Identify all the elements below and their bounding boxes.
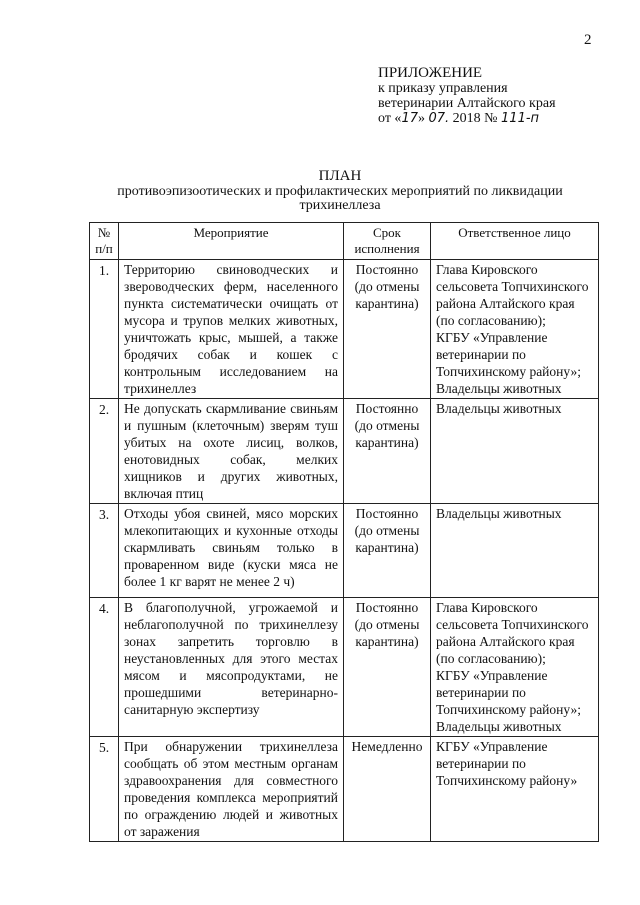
row-term: Постоянно (до отмены карантина) bbox=[344, 504, 431, 598]
row-responsible bbox=[431, 399, 599, 504]
row-term: Постоянно (до отмены карантина) bbox=[344, 598, 431, 737]
row-number: 1. bbox=[90, 260, 119, 399]
row-action: Отходы убоя свиней, мясо морских млекопитающих и кухонные отходы скармливать свиньям только в проваренном виде (куски мяса не более 1 кг варят не менее 2 ч) bbox=[119, 504, 344, 598]
responsible-line: КГБУ «Управление ветеринарии по Топчихинскому району»; bbox=[436, 668, 581, 717]
date-year: 2018 № bbox=[452, 111, 498, 126]
date-month: 07. bbox=[428, 111, 450, 126]
date-mid: » bbox=[417, 111, 425, 126]
plan-heading bbox=[100, 168, 580, 213]
order-number: 111-п bbox=[501, 111, 540, 126]
row-term: Постоянно (до отмены карантина) bbox=[344, 260, 431, 399]
measures-table bbox=[89, 222, 599, 842]
row-responsible bbox=[431, 598, 599, 737]
appendix-block bbox=[378, 66, 556, 126]
row-responsible bbox=[431, 260, 599, 399]
row-term: Немедленно bbox=[344, 737, 431, 842]
responsible-line: Владельцы животных bbox=[436, 506, 562, 521]
appendix-title: ПРИЛОЖЕНИЕ bbox=[378, 65, 483, 81]
header-responsible: Ответственное лицо bbox=[431, 223, 599, 260]
table-row bbox=[90, 504, 599, 598]
responsible-line: КГБУ «Управление ветеринарии по Топчихинскому району»; bbox=[436, 330, 581, 379]
responsible-line: Владельцы животных bbox=[436, 381, 562, 396]
header-term: Срок исполнения bbox=[344, 223, 431, 260]
appendix-line-1: к приказу управления bbox=[378, 81, 508, 96]
table-row bbox=[90, 737, 599, 842]
row-responsible bbox=[431, 737, 599, 842]
row-term: Постоянно (до отмены карантина) bbox=[344, 399, 431, 504]
responsible-line: КГБУ «Управление ветеринарии по Топчихинскому району» bbox=[436, 739, 578, 788]
row-number: 3. bbox=[90, 504, 119, 598]
row-action: В благополучной, угрожаемой и неблагополучной по трихинеллезу зонах запретить торговлю в неустановленных для этого местах мясом и мясопродуктами, не прошедшими ветеринарно-санитарную экспертизу bbox=[119, 598, 344, 737]
row-responsible bbox=[431, 504, 599, 598]
row-action: При обнаружении трихинеллеза сообщать об этом местным органам здравоохранения для совместного проведения комплекса мероприятий по ограждению людей и животных от заражения bbox=[119, 737, 344, 842]
plan-subtitle-line-1: противоэпизоотических и профилактических мероприятий по ликвидации bbox=[117, 184, 563, 199]
row-action: Территорию свиноводческих и звероводческих ферм, населенного пункта систематически очищать от мусора и трупов мелких животных, уничтожать крыс, мышей, а также бродячих собак и кошек с контрольным исследованием на трихинеллез bbox=[119, 260, 344, 399]
row-action: Не допускать скармливание свиньям и пушным (клеточным) зверям туш убитых на охоте лисиц, волков, енотовидных собак, мелких хищников и других животных, включая птиц bbox=[119, 399, 344, 504]
table-row bbox=[90, 598, 599, 737]
date-prefix: от « bbox=[378, 111, 402, 126]
responsible-line: Владельцы животных bbox=[436, 719, 562, 734]
page-number: 2 bbox=[584, 32, 592, 48]
appendix-date-line bbox=[378, 111, 556, 126]
responsible-line: Владельцы животных bbox=[436, 401, 562, 416]
plan-subtitle-line-2: трихинеллеза bbox=[299, 198, 381, 213]
responsible-line: Глава Кировского сельсовета Топчихинского района Алтайского края (по согласованию); bbox=[436, 262, 589, 328]
plan-title: ПЛАН bbox=[318, 168, 362, 184]
date-day: 17 bbox=[401, 111, 418, 126]
row-number: 5. bbox=[90, 737, 119, 842]
table-row bbox=[90, 399, 599, 504]
table-row bbox=[90, 260, 599, 399]
header-action: Мероприятие bbox=[119, 223, 344, 260]
responsible-line: Глава Кировского сельсовета Топчихинского района Алтайского края (по согласованию); bbox=[436, 600, 589, 666]
appendix-line-2: ветеринарии Алтайского края bbox=[378, 96, 556, 111]
table-header-row bbox=[90, 223, 599, 260]
header-num: № п/п bbox=[90, 223, 119, 260]
row-number: 2. bbox=[90, 399, 119, 504]
row-number: 4. bbox=[90, 598, 119, 737]
